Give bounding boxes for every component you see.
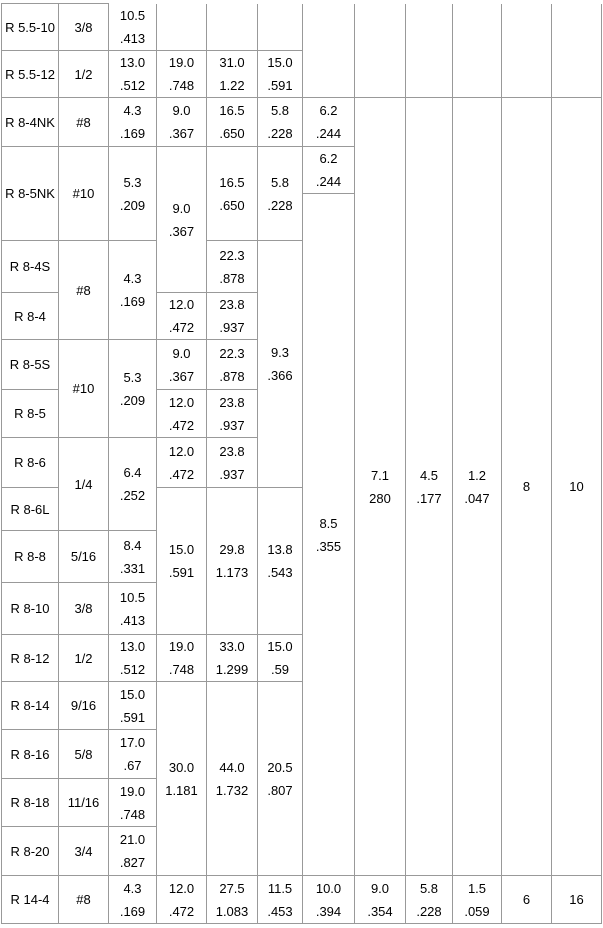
cell-value: 9.0 [172,103,191,118]
cell-value: 5/16 [70,549,97,564]
spec-cell [59,779,109,827]
spec-cell [109,583,157,635]
cell-value: R 8-6 [14,455,46,470]
spec-cell [303,876,355,924]
cell-value: .878 [219,270,245,286]
cell-value: #8 [76,892,91,907]
spec-cell [59,531,109,583]
spec-cell [207,340,258,390]
spec-cell [355,98,406,876]
cell-value: 15.0 [267,55,293,70]
cell-value: .472 [168,417,195,433]
part-number-cell [2,340,59,390]
spec-cell [303,147,355,194]
cell-value: #8 [76,114,91,130]
spec-cell [258,98,303,147]
cell-value: 31.0 [219,55,245,70]
cell-value: R 5.5-12 [5,66,55,82]
cell-value: 1/2 [74,650,93,666]
spec-cell [109,682,157,730]
spec-cell [453,98,502,876]
spec-cell [157,4,207,51]
cell-value: 1.299 [215,662,249,677]
cell-value: 5.8 [270,174,290,190]
cell-value: 6 [522,892,531,907]
cell-value: R 8-6L [10,501,50,517]
cell-value: R 8-5 [14,406,46,421]
cell-value: R 8-8 [14,549,46,564]
spec-cell [258,51,303,98]
cell-value: 3/4 [74,843,93,859]
cell-value: 22.3 [219,345,245,361]
cell-value: R 14-4 [10,892,50,907]
spec-cell [59,4,109,51]
cell-value: 9/16 [70,698,97,713]
cell-value: 21.0 [119,832,146,847]
cell-value: 22.3 [219,247,245,263]
part-number-cell [2,98,59,147]
spec-cell [109,98,157,147]
spec-cell [207,293,258,340]
cell-value: .355 [315,538,342,554]
cell-value: 19.0 [119,783,146,799]
cell-value: 13.8 [267,542,293,557]
cell-value: R 8-12 [10,650,50,666]
spec-cell [109,4,157,51]
cell-value: R 8-16 [10,746,50,762]
spec-cell [303,98,355,147]
part-number-cell [2,51,59,98]
spec-cell [157,390,207,438]
spec-cell [157,635,207,682]
cell-value: 6.4 [123,465,142,480]
cell-value: 12.0 [168,880,195,896]
cell-value: R 5.5-10 [5,19,55,35]
part-number-cell [2,827,59,876]
cell-value: .453 [267,903,293,919]
cell-value: .169 [119,903,146,919]
cell-value: .354 [367,903,393,919]
spec-cell [59,438,109,531]
cell-value: 1.2 [467,467,487,483]
spec-cell [59,51,109,98]
cell-value: .650 [219,126,245,141]
cell-value: 15.0 [267,639,293,654]
spec-cell [207,682,258,876]
cell-value: .413 [119,30,146,46]
spec-cell [207,876,258,924]
cell-value: 10.5 [119,589,146,605]
part-number-cell [2,531,59,583]
cell-value: 13.0 [119,55,146,70]
cell-value: 9.0 [370,880,390,896]
spec-cell [207,390,258,438]
cell-value: 10 [569,479,584,494]
spec-table-page [0,3,603,924]
cell-value: 12.0 [168,443,195,459]
spec-cell [157,147,207,293]
part-number-cell [2,583,59,635]
spec-cell [258,682,303,876]
spec-table-body [2,4,602,924]
cell-value: .331 [119,560,146,576]
cell-value: R 8-5S [9,357,51,372]
spec-cell [59,876,109,924]
cell-value: 9.0 [172,345,191,361]
spec-cell [157,682,207,876]
spec-cell [157,340,207,390]
spec-cell [157,98,207,147]
cell-value: 19.0 [168,55,195,70]
cell-value: .67 [123,758,142,773]
cell-value: 4.5 [419,467,439,483]
cell-value: .827 [119,855,146,870]
cell-value: #10 [72,381,95,396]
cell-value: .169 [119,294,146,309]
cell-value: .413 [119,612,146,628]
part-number-cell [2,241,59,293]
cell-value: R 8-4NK [5,114,55,130]
spec-cell [258,635,303,682]
spec-cell [502,876,552,924]
cell-value: 280 [369,490,391,506]
spec-cell [406,4,453,98]
spec-cell [258,876,303,924]
cell-value: 23.8 [219,394,245,410]
part-number-cell [2,488,59,531]
cell-value: 9.3 [270,345,290,360]
table-row [2,876,602,924]
cell-value: .228 [267,126,293,141]
cell-value: 27.5 [219,880,245,896]
cell-value: .591 [168,565,195,580]
cell-value: R 8-4 [14,308,46,324]
cell-value: R 8-4S [9,259,51,274]
cell-value: 6.2 [319,151,338,166]
spec-cell [303,4,355,98]
table-row [2,4,602,51]
spec-cell [109,438,157,531]
cell-value: R 8-10 [10,601,50,616]
cell-value: .59 [270,662,290,677]
cell-value: .650 [219,197,245,213]
cell-value: 10.0 [315,880,342,896]
spec-cell [258,488,303,635]
cell-value: .512 [119,78,146,93]
spec-cell [258,4,303,51]
spec-cell [502,98,552,876]
spec-cell [109,147,157,241]
cell-value: .209 [119,197,146,213]
cell-value: .472 [168,466,195,482]
spec-cell [109,340,157,438]
cell-value: .472 [168,320,195,335]
spec-cell [355,876,406,924]
spec-cell [157,876,207,924]
spec-cell [207,635,258,682]
spec-cell [207,488,258,635]
spec-cell [157,488,207,635]
cell-value: 4.3 [123,271,142,286]
spec-cell [207,438,258,488]
spec-cell [59,98,109,147]
table-row [2,98,602,147]
cell-value: 5.3 [123,174,142,190]
spec-cell [258,147,303,241]
cell-value: 17.0 [119,735,146,750]
cell-value: .937 [219,466,245,482]
cell-value: .472 [168,903,195,919]
cell-value: .807 [267,782,293,798]
cell-value: 13.0 [119,639,146,654]
cell-value: 5/8 [74,746,93,762]
spec-cell [109,876,157,924]
cell-value: .252 [119,488,146,503]
cell-value: 1.732 [215,782,249,798]
spec-cell [207,51,258,98]
cell-value: 20.5 [267,759,293,775]
cell-value: 30.0 [168,759,195,775]
spec-cell [207,4,258,51]
cell-value: 7.1 [370,467,390,483]
cell-value: 12.0 [168,394,195,410]
cell-value: 1/2 [74,66,93,82]
cell-value: 19.0 [168,639,195,654]
cell-value: 5.3 [123,369,142,385]
cell-value: 33.0 [219,639,245,654]
spec-cell [207,147,258,241]
cell-value: 29.8 [219,542,245,557]
spec-cell [355,4,406,98]
spec-cell [157,293,207,340]
cell-value: .366 [267,368,293,383]
spec-cell [59,635,109,682]
cell-value: 1.083 [215,903,249,919]
cell-value: .228 [267,197,293,213]
cell-value: 9.0 [172,200,191,216]
spec-cell [109,827,157,876]
cell-value: 11/16 [67,795,100,810]
cell-value: 11.5 [267,880,293,896]
spec-cell [552,4,602,98]
cell-value: .169 [119,126,146,141]
cell-value: .937 [219,320,245,335]
cell-value: 16.5 [219,174,245,190]
spec-cell [59,730,109,779]
cell-value: 6.2 [319,103,338,118]
cell-value: .937 [219,417,245,433]
spec-cell [109,779,157,827]
cell-value: #8 [76,282,91,298]
part-number-cell [2,779,59,827]
part-number-cell [2,147,59,241]
cell-value: 1.5 [467,880,487,896]
spec-cell [207,241,258,293]
cell-value: .177 [416,490,442,506]
spec-cell [59,340,109,438]
cell-value: .543 [267,565,293,580]
spec-cell [157,51,207,98]
rivet-spec-table [1,3,602,924]
cell-value: 8.5 [319,515,338,531]
cell-value: 15.0 [168,542,195,557]
cell-value: .228 [416,903,442,919]
spec-cell [59,682,109,730]
part-number-cell [2,876,59,924]
cell-value: 1.22 [219,78,245,93]
cell-value: .512 [119,662,146,677]
part-number-cell [2,682,59,730]
part-number-cell [2,635,59,682]
cell-value: 44.0 [219,759,245,775]
spec-cell [406,876,453,924]
spec-cell [502,4,552,98]
spec-cell [207,98,258,147]
spec-cell [406,98,453,876]
cell-value: 16 [569,892,584,907]
cell-value: .367 [168,223,195,239]
cell-value: 10.5 [119,7,146,23]
cell-value: 1.181 [165,782,198,798]
part-number-cell [2,438,59,488]
cell-value: .244 [315,126,342,141]
spec-cell [109,635,157,682]
cell-value: 5.8 [270,103,290,118]
cell-value: .367 [168,126,195,141]
cell-value: 16.5 [219,103,245,118]
cell-value: 8 [522,479,531,494]
spec-cell [453,876,502,924]
cell-value: 4.3 [123,103,142,118]
cell-value: 12.0 [168,297,195,312]
spec-cell [109,531,157,583]
spec-cell [59,241,109,340]
part-number-cell [2,730,59,779]
spec-cell [157,438,207,488]
cell-value: .394 [315,903,342,919]
cell-value: 23.8 [219,443,245,459]
cell-value: 3/8 [74,601,93,616]
cell-value: .367 [168,368,195,384]
cell-value: 1.173 [215,565,249,580]
cell-value: .209 [119,392,146,408]
cell-value: .748 [119,806,146,822]
cell-value: .591 [267,78,293,93]
cell-value: .748 [168,78,195,93]
cell-value: 5.8 [419,880,439,896]
cell-value: 8.4 [123,537,142,553]
cell-value: .878 [219,368,245,384]
spec-cell [109,51,157,98]
cell-value: .047 [464,490,490,506]
cell-value: R 8-14 [10,698,50,713]
cell-value: 4.3 [123,880,142,896]
cell-value: .591 [119,709,146,725]
part-number-cell [2,4,59,51]
spec-cell [109,730,157,779]
spec-cell [109,241,157,340]
spec-cell [303,194,355,876]
cell-value: .748 [168,662,195,677]
spec-cell [59,827,109,876]
cell-value: 3/8 [74,19,93,35]
cell-value: 15.0 [119,686,146,702]
part-number-cell [2,390,59,438]
spec-cell [258,241,303,488]
cell-value: R 8-5NK [5,186,55,201]
spec-cell [552,876,602,924]
cell-value: 1/4 [74,476,93,492]
spec-cell [552,98,602,876]
cell-value: #10 [72,186,95,201]
cell-value: .059 [464,903,490,919]
cell-value: .244 [315,174,342,189]
spec-cell [59,147,109,241]
cell-value: R 8-20 [10,843,50,859]
spec-cell [59,583,109,635]
spec-cell [453,4,502,98]
part-number-cell [2,293,59,340]
cell-value: R 8-18 [10,795,50,810]
cell-value: 23.8 [219,297,245,312]
